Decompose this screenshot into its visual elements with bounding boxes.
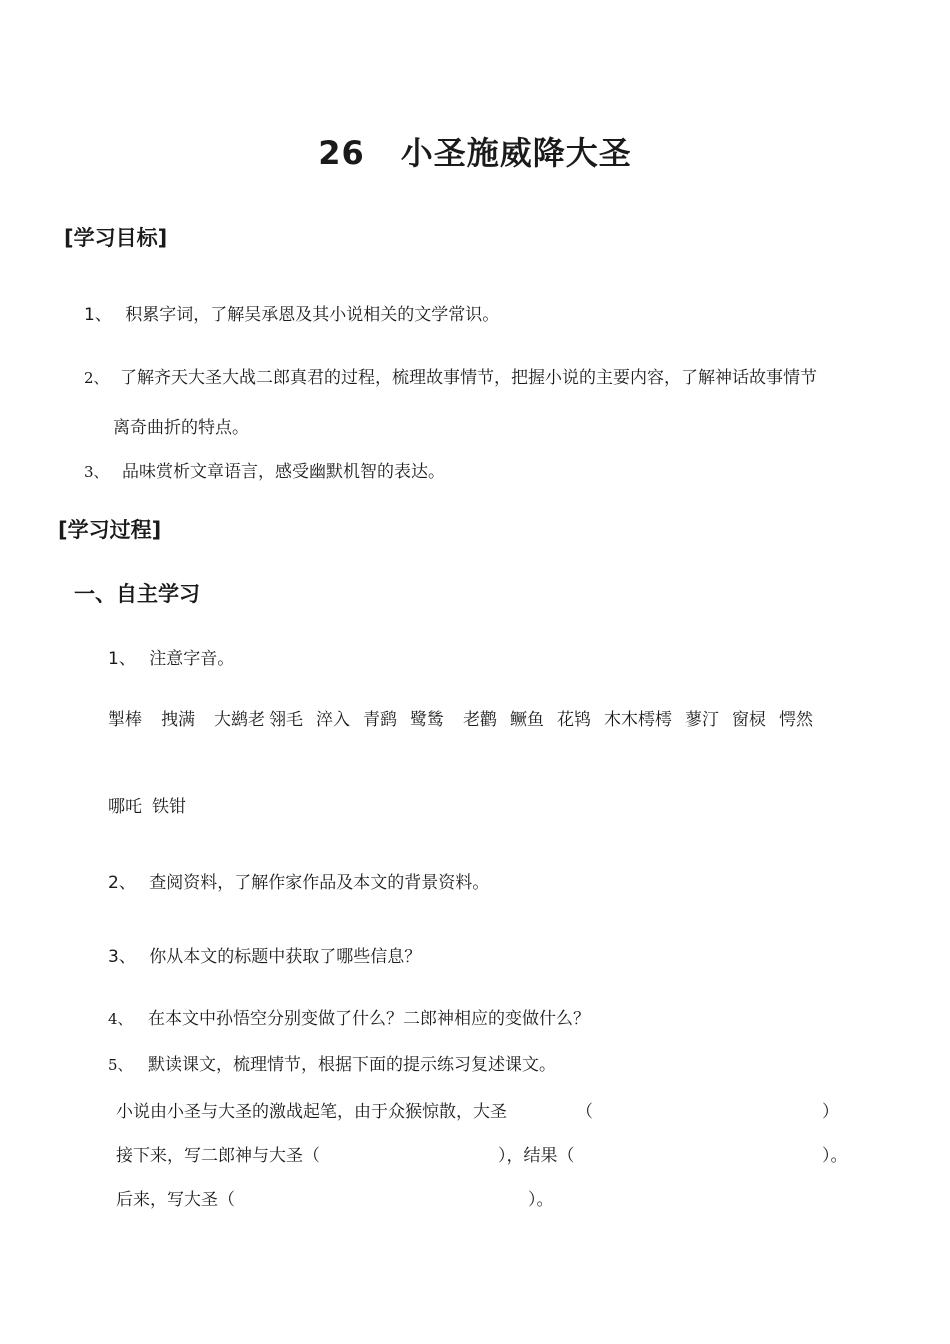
pronunciation-words-line2	[108, 792, 199, 817]
word: 大鹚老	[214, 710, 265, 730]
retell-line-3: 后来，写大圣（	[116, 1190, 235, 1210]
objective-2: 2、 了解齐天大圣大战二郎真君的过程，梳理故事情节，把握小说的主要内容，了解神话故事情节	[84, 368, 817, 388]
word: 愕然	[779, 710, 813, 730]
word: 青鹞	[363, 710, 397, 730]
part1-heading: 一、自主学习	[74, 582, 200, 606]
page-title	[0, 128, 950, 174]
lesson-number: 26	[318, 134, 365, 172]
process-heading: [学习过程]	[58, 518, 162, 542]
blank-1-open: （	[576, 1102, 593, 1122]
word: 鳜鱼	[510, 710, 544, 730]
lesson-title: 小圣施威降大圣	[400, 134, 632, 172]
task-5: 5、 默读课文，梳理情节，根据下面的提示练习复述课文。	[108, 1055, 556, 1075]
objective-1: 1、 积累字词，了解吴承恩及其小说相关的文学常识。	[84, 305, 500, 325]
word: 掣棒	[108, 710, 142, 730]
word: 哪吒	[108, 797, 142, 817]
objectives-heading: [学习目标]	[64, 226, 168, 250]
word: 铁钳	[152, 797, 186, 817]
word: 蓼汀	[685, 710, 719, 730]
word: 花鸨	[557, 710, 591, 730]
word: 淬入	[316, 710, 350, 730]
task-3: 3、 你从本文的标题中获取了哪些信息？	[108, 947, 422, 967]
word: 窗棂	[732, 710, 766, 730]
retell-line-1: 小说由小圣与大圣的激战起笔，由于众猴惊散，大圣	[116, 1102, 507, 1122]
word: 翎毛	[269, 710, 303, 730]
task-2: 2、 查阅资料，了解作家作品及本文的背景资料。	[108, 873, 490, 893]
word: 木木樗樗	[604, 710, 672, 730]
objective-3: 3、 品味赏析文章语言，感受幽默机智的表达。	[84, 462, 445, 482]
word: 老鹳	[463, 710, 497, 730]
retell-line-2: 接下来，写二郎神与大圣（	[116, 1146, 320, 1166]
blank-3-close: ）。	[528, 1190, 554, 1210]
blank-2-mid: ），结果（	[498, 1146, 575, 1166]
task-1: 1、 注意字音。	[108, 649, 235, 669]
blank-1-close: ）	[822, 1102, 839, 1122]
task-4: 4、 在本文中孙悟空分别变做了什么？二郎神相应的变做什么？	[108, 1009, 590, 1029]
blank-2-close: ）。	[822, 1146, 848, 1166]
word: 拽满	[161, 710, 195, 730]
pronunciation-words-line1	[108, 705, 826, 730]
word: 鹭鸶	[410, 710, 444, 730]
objective-2-cont: 离奇曲折的特点。	[113, 418, 249, 438]
